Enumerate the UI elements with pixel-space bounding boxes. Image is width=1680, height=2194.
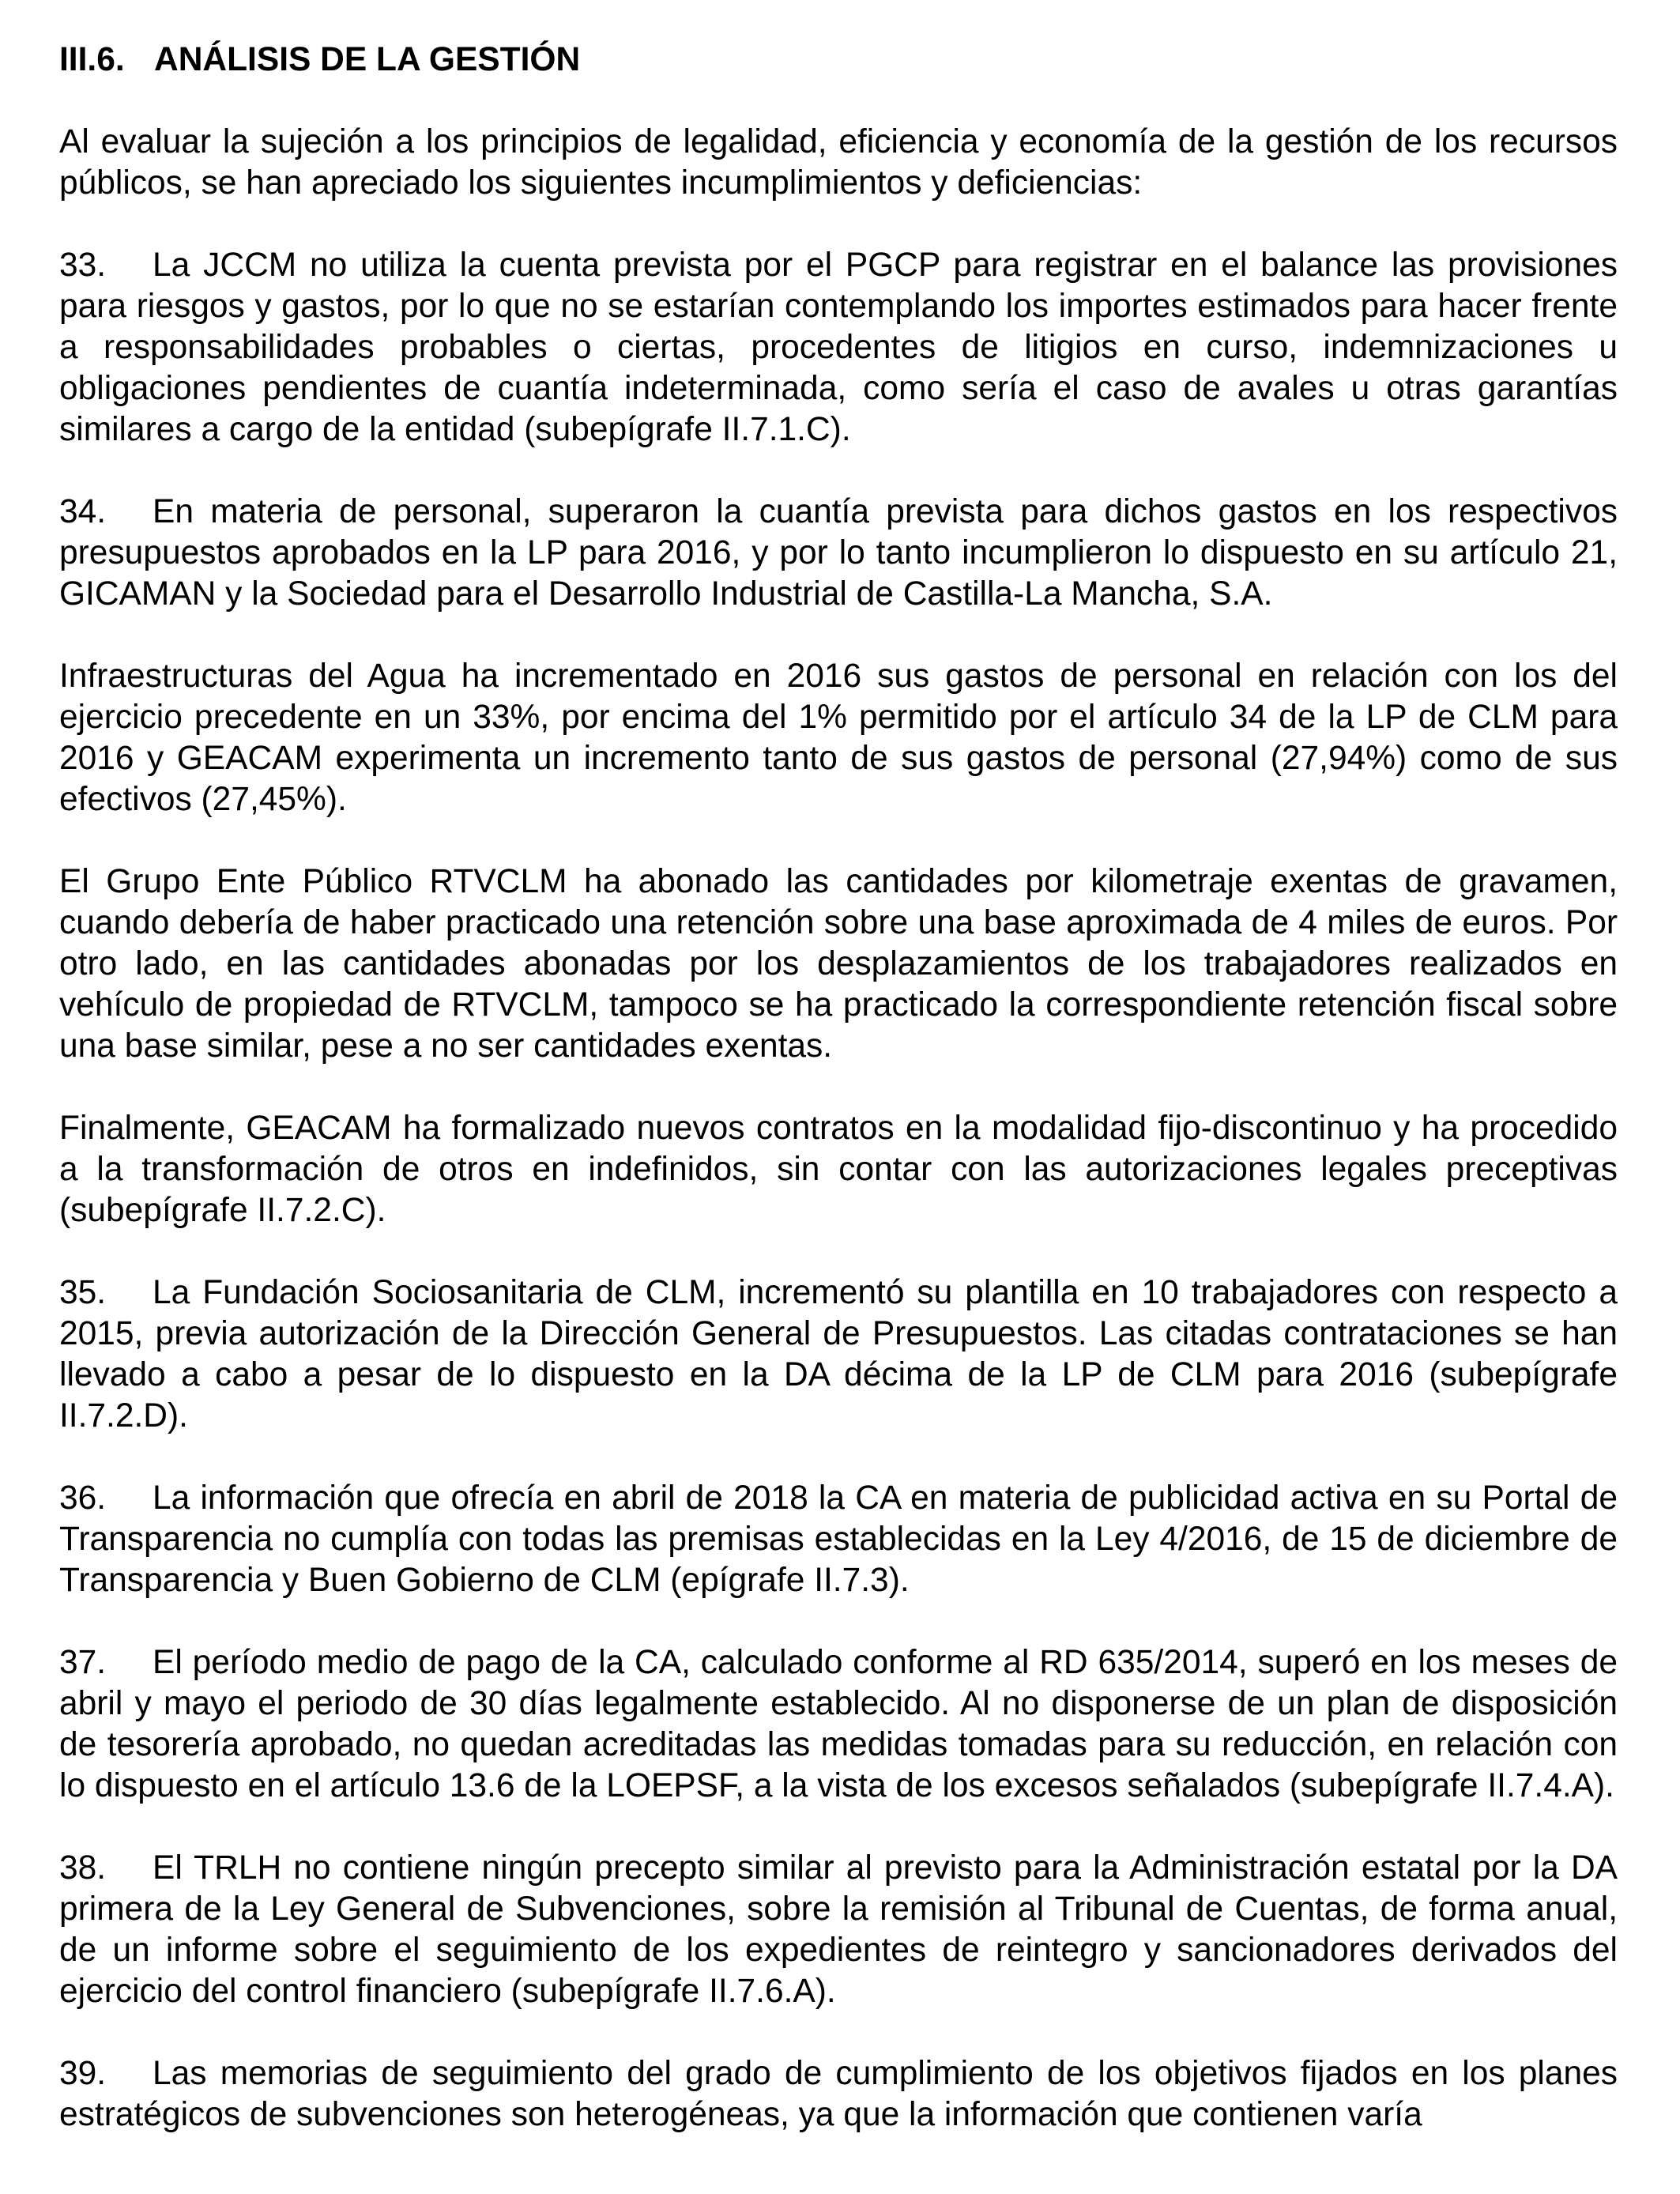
paragraph-text: Las memorias de seguimiento del grado de cumplimiento de los objetivos fijados en los planes estratégicos de subvenciones son heterogéneas, ya que la información que contienen varía — [59, 2055, 1618, 2133]
document-page — [59, 40, 1618, 2177]
paragraph-text: Infraestructuras del Agua ha incrementado en 2016 sus gastos de personal en relación con los del ejercicio precedente en un 33%, por encima del 1% permitido por el artículo 34 de la LP de CLM para 2016 y GEACAM experimenta un incremento tanto de sus gastos de personal (27,94%) como de sus efectivos (27,45%). — [59, 658, 1618, 818]
paragraph-36 — [59, 1478, 1618, 1601]
paragraph-text: La JCCM no utiliza la cuenta prevista por el PGCP para registrar en el balance las provisiones para riesgos y gastos, por lo que no se estarían contemplando los importes estimados para hacer frente a responsabilidades probables o ciertas, procedentes de litigios en curso, indemnizaciones u obligaciones pendientes de cuantía indeterminada, como sería el caso de avales u otras garantías similares a cargo de la entidad (subepígrafe II.7.1.C). — [59, 247, 1618, 448]
paragraph-34 — [59, 492, 1618, 615]
section-number: III.6. — [59, 41, 125, 78]
paragraph-39 — [59, 2053, 1618, 2136]
paragraph-33 — [59, 245, 1618, 450]
paragraph-38 — [59, 1848, 1618, 2012]
paragraph-text: El Grupo Ente Público RTVCLM ha abonado las cantidades por kilometraje exentas de gravamen, cuando debería de haber practicado una retención sobre una base aproximada de 4 miles de euros. Por otro lado, en las cantidades abonadas por los desplazamientos de los trabajadores realizados en vehículo de propiedad de RTVCLM, tampoco se ha practicado la correspondiente retención fiscal sobre una base similar, pese a no ser cantidades exentas. — [59, 863, 1618, 1065]
paragraph-number: 38. — [59, 1849, 107, 1887]
paragraph-text: En materia de personal, superaron la cuantía prevista para dichos gastos en los respectivos presupuestos aprobados en la LP para 2016, y por lo tanto incumplieron lo dispuesto en su artículo 21, GICAMAN y la Sociedad para el Desarrollo Industrial de Castilla-La Mancha, S.A. — [59, 493, 1618, 613]
paragraph-text: La Fundación Sociosanitaria de CLM, incrementó su plantilla en 10 trabajadores con respecto a 2015, previa autorización de la Dirección General de Presupuestos. Las citadas contrataciones se han llevado a cabo a pesar de lo dispuesto en la DA décima de la LP de CLM para 2016 (subepígrafe II.7.2.D). — [59, 1274, 1618, 1434]
paragraph-35 — [59, 1272, 1618, 1437]
paragraph-number: 39. — [59, 2055, 107, 2092]
paragraph-number: 35. — [59, 1274, 107, 1311]
section-title: ANÁLISIS DE LA GESTIÓN — [154, 41, 581, 78]
paragraph-37 — [59, 1642, 1618, 1807]
paragraph-34-rtvclm — [59, 861, 1618, 1067]
paragraph-intro — [59, 122, 1618, 204]
paragraph-text: Al evaluar la sujeción a los principios de legalidad, eficiencia y economía de la gestión de los recursos públicos, se han apreciado los siguientes incumplimientos y deficiencias: — [59, 123, 1618, 202]
paragraph-text: El período medio de pago de la CA, calculado conforme al RD 635/2014, superó en los meses de abril y mayo el periodo de 30 días legalmente establecido. Al no disponerse de un plan de disposición de tesorería aprobado, no quedan acreditadas las medidas tomadas para su reducción, en relación con lo dispuesto en el artículo 13.6 de la LOEPSF, a la vista de los excesos señalados (subepígrafe II.7.4.A). — [59, 1644, 1618, 1804]
paragraph-text: El TRLH no contiene ningún precepto similar al previsto para la Administración estatal por la DA primera de la Ley General de Subvenciones, sobre la remisión al Tribunal de Cuentas, de forma anual, de un informe sobre el seguimiento de los expedientes de reintegro y sancionadores derivados del ejercicio del control financiero (subepígrafe II.7.6.A). — [59, 1849, 1618, 2010]
paragraph-34-geacam — [59, 1108, 1618, 1231]
paragraph-text: Finalmente, GEACAM ha formalizado nuevos contratos en la modalidad fijo-discontinuo y ha procedido a la transformación de otros en indefinidos, sin contar con las autorizaciones legales preceptivas (subepígrafe II.7.2.C). — [59, 1110, 1618, 1229]
paragraph-number: 33. — [59, 247, 107, 284]
paragraph-34-agua — [59, 656, 1618, 820]
section-heading — [59, 40, 1618, 81]
paragraph-number: 37. — [59, 1644, 107, 1681]
paragraph-text: La información que ofrecía en abril de 2018 la CA en materia de publicidad activa en su Portal de Transparencia no cumplía con todas las premisas establecidas en la Ley 4/2016, de 15 de diciembre de Transparencia y Buen Gobierno de CLM (epígrafe II.7.3). — [59, 1480, 1618, 1599]
paragraph-number: 34. — [59, 493, 107, 530]
paragraph-number: 36. — [59, 1480, 107, 1517]
